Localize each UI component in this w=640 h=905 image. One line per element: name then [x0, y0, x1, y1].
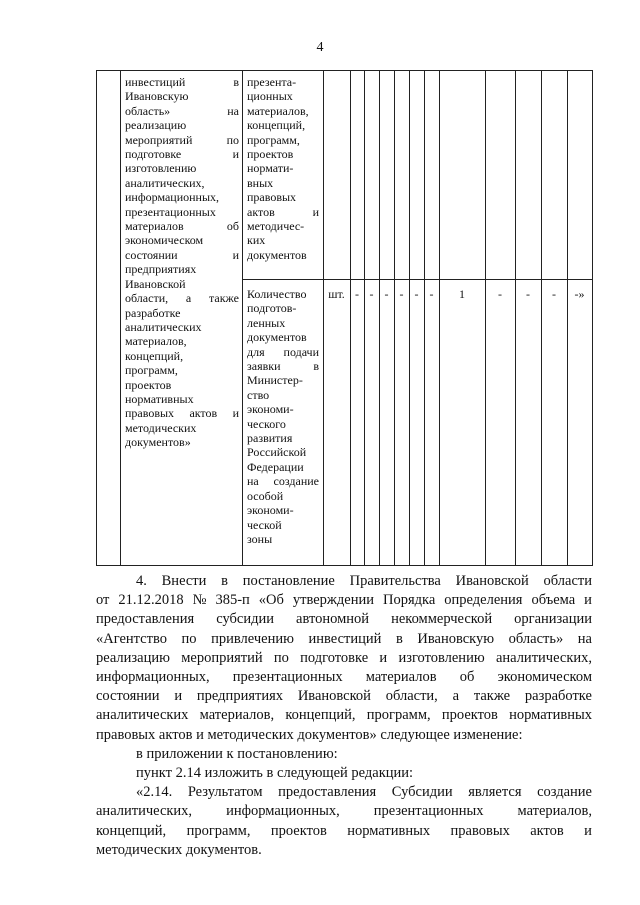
- table-text-line: [247, 248, 319, 262]
- table-text-line: [247, 445, 319, 459]
- word: презентационных: [125, 204, 216, 219]
- word: правовых: [125, 406, 175, 421]
- value-cell: -: [399, 287, 404, 301]
- word: материалов,: [199, 707, 275, 724]
- word: и: [232, 147, 239, 162]
- value-cell: -»: [574, 287, 585, 301]
- table-column-divider: [409, 71, 410, 566]
- word: информационных,: [226, 803, 340, 820]
- word: документов: [247, 330, 307, 345]
- table-column-divider: [242, 71, 243, 566]
- word: презентационных: [373, 803, 484, 820]
- word: об: [459, 669, 475, 686]
- table-text-line: [125, 363, 239, 377]
- word: мероприятий: [125, 132, 193, 147]
- table-text-line: [247, 89, 319, 103]
- word: материалов: [125, 219, 184, 234]
- table-text-line: [247, 104, 319, 118]
- word: Ивановской: [297, 688, 371, 705]
- paragraph-line: [96, 745, 592, 764]
- word: и: [379, 649, 388, 666]
- word: аналитических: [96, 707, 189, 724]
- table-text-line: [247, 359, 319, 373]
- paragraph-line: [96, 630, 592, 649]
- word: методических: [125, 420, 197, 435]
- word: нормативных: [509, 707, 592, 724]
- word: экономическом: [125, 233, 204, 248]
- word: Правительства: [349, 573, 441, 589]
- word: №: [192, 592, 207, 609]
- table-text-line: [125, 161, 239, 175]
- value-cell: -: [498, 287, 502, 301]
- word: а: [185, 291, 192, 306]
- table-text-line: [125, 75, 239, 89]
- table-column-divider: [515, 71, 516, 566]
- word: инвестиций: [125, 75, 186, 89]
- word: концепций,: [125, 348, 184, 363]
- table-column-divider: [592, 71, 593, 566]
- word: проектов: [125, 377, 172, 392]
- word: состоянии: [96, 688, 160, 705]
- word: развития: [247, 431, 293, 446]
- word: программ,: [125, 363, 178, 378]
- word: правовых актов и методических документов» следующее изменение:: [96, 726, 523, 743]
- table-text-line: [247, 219, 319, 233]
- table-text-line: [125, 104, 239, 118]
- word: и: [232, 247, 239, 262]
- word: постановление: [242, 573, 335, 589]
- table-text-line: [247, 330, 319, 344]
- word: Порядка: [383, 592, 436, 609]
- word: разработке: [524, 688, 592, 705]
- word: зоны: [247, 531, 273, 546]
- indicator-name-cell: [247, 287, 319, 546]
- table-text-line: [247, 190, 319, 204]
- word: программ,: [247, 132, 300, 147]
- word: пункт 2.14 изложить в следующей редакции:: [136, 765, 414, 782]
- word: об: [226, 219, 239, 234]
- paragraph-line: [96, 764, 592, 783]
- table-text-line: [247, 532, 319, 546]
- table-column-divider: [424, 71, 425, 566]
- word: методических документов.: [96, 841, 262, 858]
- table-text-line: [247, 345, 319, 359]
- paragraph-line: [96, 822, 592, 841]
- table-text-line: [125, 248, 239, 262]
- word: изготовлению: [398, 649, 485, 666]
- word: и: [584, 592, 592, 609]
- table-text-line: [247, 489, 319, 503]
- word: документов»: [125, 435, 191, 450]
- table-text-line: [247, 503, 319, 517]
- word: и: [312, 204, 319, 219]
- word: документов: [247, 247, 307, 262]
- word: является: [468, 784, 522, 801]
- word: Ивановской: [125, 276, 186, 291]
- table-text-line: [125, 334, 239, 348]
- word: Количество: [247, 287, 307, 301]
- table-text-line: [247, 147, 319, 161]
- paragraph-line: [96, 610, 592, 629]
- word: концепций,: [247, 118, 306, 133]
- word: методичес-: [247, 219, 305, 234]
- word: аналитических,: [96, 803, 193, 820]
- unit-cell: шт.: [328, 287, 345, 301]
- word: также: [473, 688, 511, 705]
- word: области,: [385, 688, 438, 705]
- word: аналитических,: [125, 175, 205, 190]
- word: также: [208, 291, 239, 306]
- word: экономи-: [247, 402, 294, 417]
- table-column-divider: [567, 71, 568, 566]
- table-text-line: [125, 262, 239, 276]
- paragraph-line: [96, 802, 592, 821]
- table-text-line: [247, 176, 319, 190]
- word: подачи: [283, 344, 319, 359]
- word: и: [174, 688, 183, 705]
- word: нормативных: [347, 822, 431, 839]
- word: некоммерческой: [391, 611, 493, 628]
- word: ческого: [247, 416, 286, 431]
- word: Субсидии: [391, 784, 453, 801]
- word: для: [247, 344, 265, 359]
- table-text-line: [125, 392, 239, 406]
- table-text-line: [125, 219, 239, 233]
- word: на: [227, 103, 239, 118]
- word: ционных: [247, 89, 293, 104]
- paragraph-line: [96, 649, 592, 668]
- word: 385-п: [215, 592, 250, 609]
- word: материалов,: [247, 103, 309, 118]
- table-text-line: [247, 316, 319, 330]
- table-text-line: [247, 301, 319, 315]
- word: подготовке: [300, 649, 369, 666]
- measure-name-cell: [125, 75, 239, 450]
- table-column-divider: [350, 71, 351, 566]
- word: Ивановской: [455, 573, 529, 589]
- word: проектов: [270, 822, 327, 839]
- word: в: [221, 573, 229, 589]
- word: информационных,: [96, 669, 210, 686]
- table-column-divider: [323, 71, 324, 566]
- word: по: [181, 630, 197, 647]
- word: вных: [247, 175, 274, 190]
- table-row-divider: [242, 279, 593, 280]
- table-text-line: [247, 233, 319, 247]
- value-cell: -: [526, 287, 530, 301]
- word: подготов-: [247, 301, 297, 316]
- word: ческой: [247, 517, 282, 532]
- word: презента-: [247, 75, 297, 89]
- table-text-line: [247, 205, 319, 219]
- word: субсидии: [216, 611, 274, 628]
- word: области,: [125, 291, 169, 306]
- word: проектов: [247, 147, 294, 162]
- word: «Об: [258, 592, 284, 609]
- word: материалов,: [517, 803, 592, 820]
- word: аналитических,: [495, 649, 592, 666]
- table-text-line: [125, 147, 239, 161]
- word: создание: [537, 784, 592, 801]
- word: Российской: [247, 445, 307, 460]
- page-number: 4: [316, 40, 324, 55]
- indicator-name-cell: [247, 75, 319, 262]
- table-text-line: [125, 277, 239, 291]
- table-text-line: [247, 118, 319, 132]
- table-column-divider: [379, 71, 380, 566]
- table-text-line: [247, 373, 319, 387]
- word: проектов: [441, 707, 498, 724]
- table-text-line: [125, 320, 239, 334]
- table-column-divider: [120, 71, 121, 566]
- word: в приложении к постановлению:: [136, 745, 338, 762]
- word: и: [232, 406, 239, 421]
- word: область»: [508, 630, 564, 647]
- word: определения: [444, 592, 523, 609]
- value-cell: -: [414, 287, 419, 301]
- word: инвестиций: [308, 630, 382, 647]
- word: правовых: [247, 190, 297, 205]
- word: реализацию: [96, 649, 170, 666]
- word: материалов: [365, 669, 437, 686]
- word: Результатом: [187, 784, 263, 801]
- table-text-line: [125, 133, 239, 147]
- paragraph-line: [96, 841, 592, 860]
- word: утверждении: [292, 592, 375, 609]
- word: и: [584, 822, 592, 839]
- table-bottom-border: [97, 565, 593, 566]
- word: разработке: [125, 305, 181, 320]
- table-text-line: [125, 349, 239, 363]
- word: актов: [530, 822, 564, 839]
- table-text-line: [125, 421, 239, 435]
- value-cell: -: [369, 287, 374, 301]
- word: презентационных: [232, 669, 343, 686]
- word: автономной: [296, 611, 370, 628]
- value-cell: -: [355, 287, 359, 301]
- table-text-line: [125, 306, 239, 320]
- word: нормати-: [247, 161, 294, 176]
- word: «Агентство: [96, 630, 167, 647]
- word: предприятиях: [125, 262, 197, 277]
- paragraph-line: [96, 726, 592, 745]
- table-text-line: [247, 287, 319, 301]
- paragraph-line: [96, 572, 592, 591]
- word: особой: [247, 488, 284, 503]
- table-text-line: [125, 205, 239, 219]
- table-text-line: [247, 402, 319, 416]
- word: ство: [247, 387, 270, 402]
- word: состоянии: [125, 247, 178, 262]
- table-text-line: [125, 176, 239, 190]
- table-text-line: [125, 118, 239, 132]
- table-column-divider: [485, 71, 486, 566]
- word: создание: [273, 474, 319, 489]
- value-cell: 1: [459, 287, 465, 301]
- table-text-line: [247, 417, 319, 431]
- word: изготовлению: [125, 161, 197, 176]
- word: ленных: [247, 315, 286, 330]
- paragraph-line: [96, 668, 592, 687]
- word: материалов,: [125, 334, 187, 349]
- word: актов: [247, 204, 275, 219]
- value-cell: -: [429, 287, 434, 301]
- table-text-line: [247, 431, 319, 445]
- word: концепций,: [285, 707, 356, 724]
- word: Ивановскую: [125, 89, 189, 104]
- word: привлечению: [211, 630, 294, 647]
- amendment-paragraph: [96, 572, 592, 860]
- word: экономическом: [497, 669, 592, 686]
- word: реализацию: [125, 118, 187, 133]
- table-column-divider: [439, 71, 440, 566]
- word: предоставления: [96, 611, 195, 628]
- word: на: [247, 474, 259, 489]
- word: а: [452, 688, 460, 705]
- paragraph-line: [96, 783, 592, 802]
- word: объема: [531, 592, 576, 609]
- table-text-line: [247, 474, 319, 488]
- table-text-line: [247, 460, 319, 474]
- word: нормативных: [125, 391, 194, 406]
- table-text-line: [125, 233, 239, 247]
- word: 21.12.2018: [118, 592, 184, 609]
- paragraph-line: [96, 706, 592, 725]
- paragraph-line: [96, 591, 592, 610]
- word: область»: [125, 103, 171, 118]
- table-text-line: [125, 406, 239, 420]
- value-cell: -: [384, 287, 389, 301]
- word: программ,: [186, 822, 251, 839]
- word: экономи-: [247, 503, 294, 518]
- table-text-line: [125, 89, 239, 103]
- word: ких: [247, 233, 266, 248]
- table-text-line: [125, 378, 239, 392]
- word: Ивановскую: [417, 630, 495, 647]
- word: подготовке: [125, 147, 182, 162]
- table-column-divider: [394, 71, 395, 566]
- word: мероприятий: [181, 649, 263, 666]
- word: на: [577, 630, 592, 647]
- value-cell: -: [552, 287, 556, 301]
- table-column-divider: [364, 71, 365, 566]
- indicators-table: [96, 70, 593, 566]
- paragraph-line: [96, 687, 592, 706]
- word: организации: [514, 611, 592, 628]
- word: Федерации: [247, 459, 304, 474]
- word: области: [543, 573, 592, 589]
- word: правовых: [450, 822, 510, 839]
- word: «2.14.: [136, 784, 173, 801]
- word: 4.: [136, 573, 147, 589]
- table-text-line: [247, 518, 319, 532]
- word: в: [313, 359, 319, 374]
- word: Внести: [161, 573, 207, 589]
- table-text-line: [247, 161, 319, 175]
- word: по: [226, 132, 239, 147]
- table-text-line: [247, 388, 319, 402]
- word: предприятиях: [196, 688, 284, 705]
- word: актов: [189, 406, 218, 421]
- word: заявки: [247, 359, 281, 374]
- table-column-divider: [541, 71, 542, 566]
- table-text-line: [247, 75, 319, 89]
- word: в: [233, 75, 239, 89]
- word: аналитических: [125, 319, 202, 334]
- word: информационных,: [125, 190, 220, 205]
- table-text-line: [125, 435, 239, 449]
- word: от: [96, 592, 110, 609]
- table-text-line: [125, 291, 239, 305]
- table-text-line: [247, 133, 319, 147]
- word: Министер-: [247, 373, 303, 388]
- word: по: [273, 649, 289, 666]
- word: в: [395, 630, 403, 647]
- table-text-line: [125, 190, 239, 204]
- word: концепций,: [96, 822, 167, 839]
- word: предоставления: [278, 784, 377, 801]
- word: программ,: [366, 707, 431, 724]
